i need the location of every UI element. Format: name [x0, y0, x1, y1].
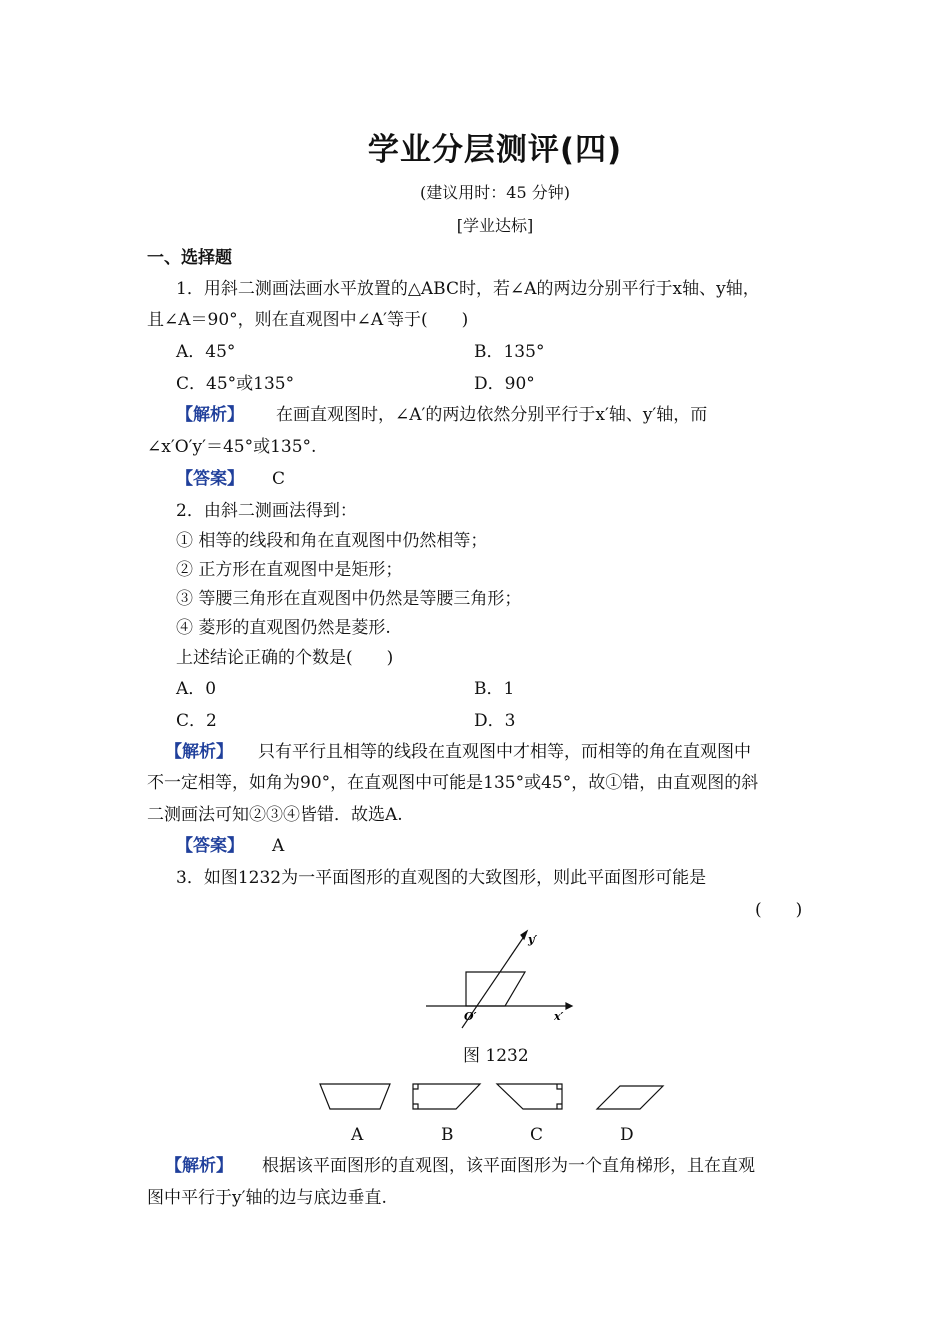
q3-stem: 3．如图1232为一平面图形的直观图的大致图形，则此平面图形可能是	[176, 868, 707, 888]
q3-analysis-tag: 【解析】	[165, 1156, 233, 1176]
q1-option-c: C．45°或135°	[176, 374, 295, 394]
q1-answer-tag: 【答案】	[176, 469, 244, 489]
y-axis-arrow	[521, 931, 527, 939]
q2-answer-tag: 【答案】	[176, 836, 244, 856]
q1-option-b: B．135°	[474, 342, 545, 362]
shape-c-right-trapezoid	[497, 1084, 562, 1109]
q1-analysis-tag: 【解析】	[176, 405, 244, 425]
q2-item-4: ④ 菱形的直观图仍然是菱形.	[176, 618, 391, 638]
q3-option-label-a: A	[351, 1125, 364, 1145]
q2-option-a: A．0	[176, 679, 217, 699]
origin-label: O′	[464, 1010, 477, 1023]
shape-c-right-angle-mark-bottom	[557, 1104, 562, 1109]
shape-d-parallelogram	[597, 1086, 663, 1109]
q2-question: 上述结论正确的个数是( )	[176, 648, 394, 668]
q3-figure-caption: 图 1232	[463, 1046, 529, 1066]
q1-option-d: D．90°	[474, 374, 535, 394]
shape-b-right-angle-mark-bottom	[413, 1104, 418, 1109]
q2-answer: A	[272, 836, 285, 856]
q1-analysis-line1: 在画直观图时，∠A′的两边依然分别平行于x′轴、y′轴，而	[276, 405, 708, 425]
q3-option-shapes	[310, 1075, 680, 1120]
q2-stem: 2．由斜二测画法得到：	[176, 501, 357, 521]
q3-analysis-line1: 根据该平面图形的直观图，该平面图形为一个直角梯形，且在直观	[262, 1156, 755, 1176]
q3-blank: ( )	[755, 900, 803, 920]
q3-option-label-d: D	[620, 1125, 634, 1145]
section-label: [学业达标]	[456, 216, 534, 235]
q2-option-b: B．1	[474, 679, 515, 699]
axis-y-label: y′	[528, 933, 538, 946]
q1-answer: C	[272, 469, 286, 489]
q1-analysis-line2: ∠x′O′y′＝45°或135°.	[147, 437, 317, 457]
q2-item-2: ② 正方形在直观图中是矩形；	[176, 560, 403, 580]
q1-stem-line2: 且∠A＝90°，则在直观图中∠A′等于( )	[147, 310, 469, 330]
shape-a-isosceles-trapezoid	[320, 1084, 390, 1109]
q3-option-label-b: B	[441, 1125, 454, 1145]
trapezoid-shape	[466, 972, 525, 1006]
page-title: 学业分层测评(四)	[367, 132, 623, 168]
q3-analysis-line2: 图中平行于y′轴的边与底边垂直.	[147, 1188, 387, 1208]
part-heading: 一、选择题	[147, 248, 232, 268]
time-note: (建议用时：45 分钟)	[420, 183, 570, 202]
shape-c-right-angle-mark-top	[557, 1084, 562, 1089]
q1-option-a: A．45°	[176, 342, 236, 362]
shape-b-right-angle-mark-top	[413, 1084, 418, 1089]
q2-item-3: ③ 等腰三角形在直观图中仍然是等腰三角形；	[176, 589, 522, 609]
shape-b-right-trapezoid	[413, 1084, 480, 1109]
q3-figure-diagram	[420, 925, 580, 1035]
axis-x-label: x′	[554, 1010, 564, 1023]
q2-option-d: D．3	[474, 711, 516, 731]
q2-analysis-line2: 不一定相等，如角为90°，在直观图中可能是135°或45°，故①错，由直观图的斜	[147, 773, 759, 793]
q2-analysis-line3: 二测画法可知②③④皆错．故选A.	[147, 805, 403, 825]
q2-item-1: ① 相等的线段和角在直观图中仍然相等；	[176, 531, 488, 551]
q3-option-label-c: C	[530, 1125, 544, 1145]
q1-stem-line1: 1．用斜二测画法画水平放置的△ABC时，若∠A的两边分别平行于x轴、y轴，	[176, 279, 760, 299]
q2-analysis-tag: 【解析】	[165, 742, 233, 762]
q2-analysis-line1: 只有平行且相等的线段在直观图中才相等，而相等的角在直观图中	[258, 742, 751, 762]
x-axis-arrow	[566, 1003, 572, 1009]
q2-option-c: C．2	[176, 711, 217, 731]
